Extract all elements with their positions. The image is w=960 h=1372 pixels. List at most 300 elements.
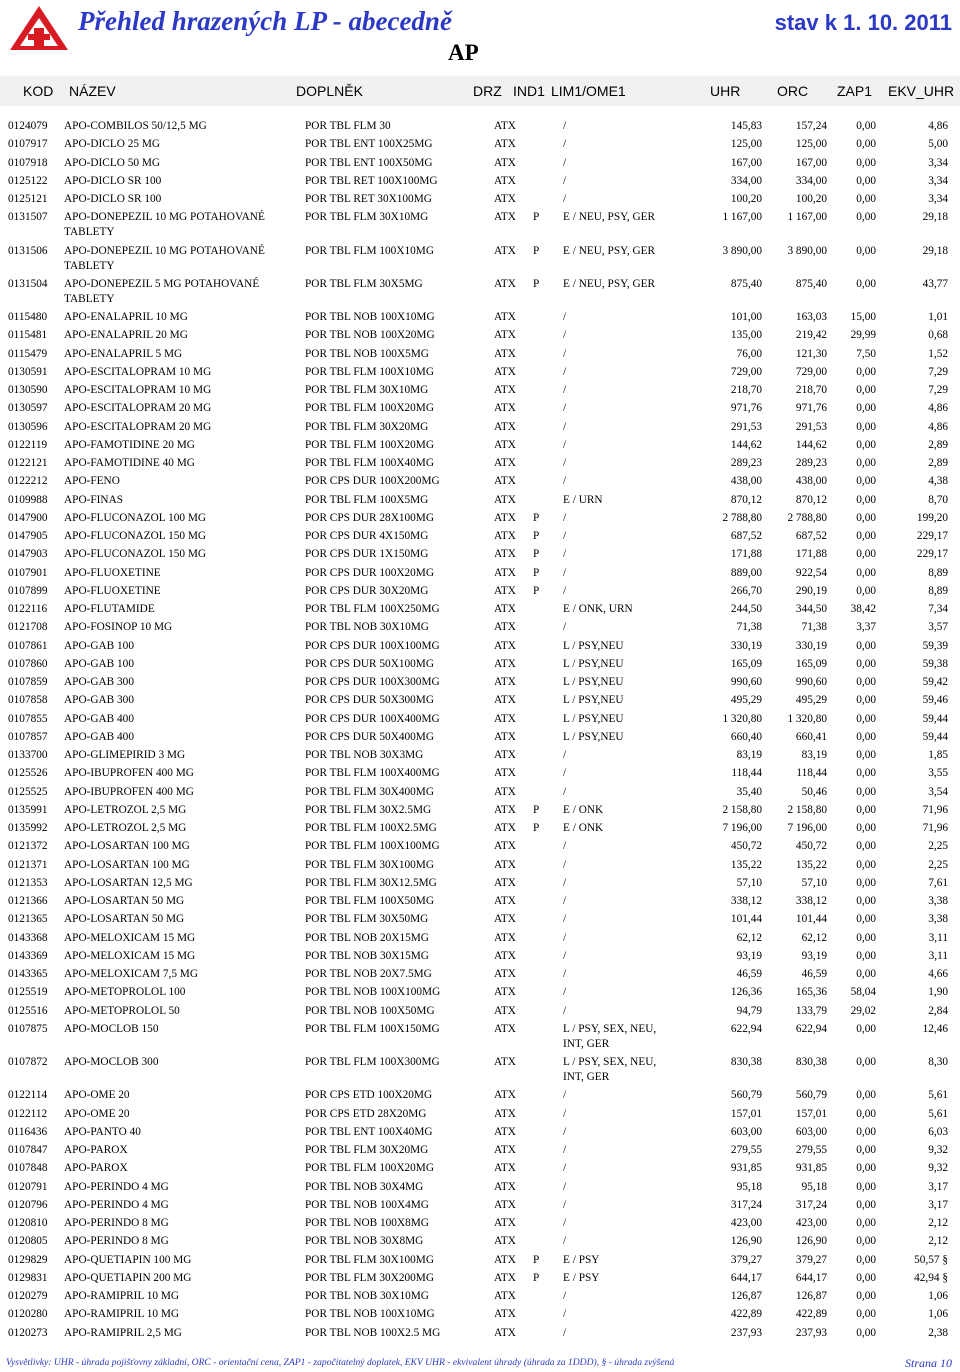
cell-lim1: / xyxy=(563,1089,567,1102)
cell-lim1: / xyxy=(563,174,567,187)
cell-nazev: APO-LOSARTAN 50 MG xyxy=(64,895,185,907)
table-row xyxy=(0,1287,960,1305)
cell-doplnek: POR CPS DUR 100X100MG xyxy=(305,639,440,652)
cell-uhr: 57,10 xyxy=(736,876,762,889)
cell-orc: 290,19 xyxy=(795,584,827,597)
cell-doplnek: POR CPS DUR 1X150MG xyxy=(305,548,429,561)
table-row xyxy=(0,190,960,208)
cell-uhr: 687,52 xyxy=(730,530,762,542)
cell-orc: 50,46 xyxy=(801,785,827,798)
cell-drz: ATX xyxy=(494,457,516,469)
cell-uhr: 145,83 xyxy=(730,120,762,132)
col-drz: DRZ xyxy=(473,83,502,99)
cell-doplnek: POR TBL NOB 100X10MG xyxy=(305,1308,435,1321)
cell-kod: 0120273 xyxy=(8,1326,48,1339)
cell-doplnek: POR CPS DUR 100X300MG xyxy=(305,676,440,688)
cell-nazev: APO-FENO xyxy=(64,475,120,488)
table-row xyxy=(0,154,960,172)
cell-zap1: 0,00 xyxy=(856,457,876,469)
cell-doplnek: POR CPS DUR 100X200MG xyxy=(305,475,440,488)
cell-kod: 0122119 xyxy=(8,438,48,451)
cell-uhr: 76,00 xyxy=(736,347,762,360)
table-row xyxy=(0,728,960,746)
cell-drz: ATX xyxy=(494,174,516,187)
cell-ekv-uhr: 8,30 xyxy=(928,1056,948,1068)
cell-ekv-uhr: 7,61 xyxy=(928,876,948,889)
cell-doplnek: POR TBL FLM 30X50MG xyxy=(305,913,429,926)
cell-zap1: 0,00 xyxy=(856,1326,876,1339)
cell-drz: ATX xyxy=(494,1290,516,1302)
cell-orc: 279,55 xyxy=(795,1144,827,1156)
cell-uhr: 279,55 xyxy=(730,1144,762,1156)
cell-orc: 125,00 xyxy=(795,138,827,151)
cell-zap1: 0,00 xyxy=(856,767,876,780)
cell-ind1: P xyxy=(533,277,540,290)
cell-lim1: / xyxy=(563,420,567,433)
cell-ekv-uhr: 8,89 xyxy=(928,584,948,597)
cell-lim1: / xyxy=(563,1326,567,1339)
table-row xyxy=(0,1196,960,1214)
cell-ekv-uhr: 4,86 xyxy=(928,402,948,415)
cell-drz: ATX xyxy=(494,530,516,542)
cell-uhr: 83,19 xyxy=(736,749,762,761)
table-row xyxy=(0,345,960,363)
cell-doplnek: POR CPS DUR 28X100MG xyxy=(305,511,435,524)
cell-uhr: 3 890,00 xyxy=(722,244,762,257)
cell-lim1: E / ONK xyxy=(563,822,604,834)
cell-doplnek: POR TBL FLM 100X100MG xyxy=(305,840,440,853)
cell-uhr: 7 196,00 xyxy=(722,822,762,834)
cell-doplnek: POR TBL FLM 30X10MG xyxy=(305,384,429,396)
cell-lim1: / xyxy=(563,548,567,561)
cell-drz: ATX xyxy=(494,1125,516,1138)
cell-uhr: 1 167,00 xyxy=(722,211,762,224)
cell-ekv-uhr: 12,46 xyxy=(922,1022,948,1035)
cell-ekv-uhr: 2,84 xyxy=(928,1004,948,1017)
cell-lim1: E / NEU, PSY, GER xyxy=(563,211,656,224)
cell-ind1: P xyxy=(533,511,540,524)
table-row xyxy=(0,1053,960,1086)
cell-uhr: 126,87 xyxy=(730,1290,762,1302)
cell-doplnek: POR TBL NOB 30X15MG xyxy=(305,949,429,962)
cell-ekv-uhr: 1,06 xyxy=(928,1290,948,1302)
cell-drz: ATX xyxy=(494,1326,516,1339)
cell-lim1: / xyxy=(563,1107,567,1120)
cell-doplnek: POR TBL NOB 20X7.5MG xyxy=(305,968,432,980)
cell-lim1: / xyxy=(563,949,567,962)
cell-lim1: L / PSY, SEX, NEU, INT, GER xyxy=(563,1056,657,1083)
cell-doplnek: POR TBL FLM 30X100MG xyxy=(305,858,434,871)
cell-zap1: 15,00 xyxy=(850,311,876,323)
cell-drz: ATX xyxy=(494,329,516,342)
cell-zap1: 0,00 xyxy=(856,1235,876,1248)
table-row xyxy=(0,1324,960,1342)
cell-ekv-uhr: 3,57 xyxy=(928,621,948,634)
cell-orc: 95,18 xyxy=(801,1180,827,1193)
cell-nazev: APO-LOSARTAN 100 MG xyxy=(64,858,190,871)
cell-uhr: 2 788,80 xyxy=(722,511,762,524)
cell-orc: 71,38 xyxy=(801,621,827,634)
table-row xyxy=(0,242,960,275)
cell-ind1: P xyxy=(533,530,540,542)
cell-ekv-uhr: 3,11 xyxy=(928,931,948,944)
cell-nazev: APO-FAMOTIDINE 20 MG xyxy=(64,438,195,451)
cell-kod: 0122116 xyxy=(8,603,48,615)
cell-drz: ATX xyxy=(494,840,516,853)
cell-ind1: P xyxy=(533,822,540,834)
cell-uhr: 931,85 xyxy=(730,1162,762,1175)
cell-kod: 0107847 xyxy=(8,1144,48,1156)
cell-orc: 1 320,80 xyxy=(787,712,827,725)
cell-kod: 0115481 xyxy=(8,329,48,342)
cell-uhr: 644,17 xyxy=(730,1271,762,1284)
cell-ekv-uhr: 3,17 xyxy=(928,1180,948,1193)
cell-doplnek: POR TBL FLM 30 xyxy=(305,120,391,132)
cell-lim1: / xyxy=(563,402,567,415)
cell-ekv-uhr: 3,11 xyxy=(928,949,948,962)
cell-uhr: 218,70 xyxy=(730,384,762,396)
cell-lim1: / xyxy=(563,858,567,871)
cell-drz: ATX xyxy=(494,1089,516,1102)
cell-nazev: APO-MOCLOB 300 xyxy=(64,1056,159,1068)
cell-lim1: / xyxy=(563,511,567,524)
cell-kod: 0121353 xyxy=(8,876,48,889)
cell-lim1: L / PSY, SEX, NEU, INT, GER xyxy=(563,1022,657,1050)
cell-lim1: / xyxy=(563,384,567,396)
cell-zap1: 0,00 xyxy=(856,1089,876,1102)
cell-zap1: 0,00 xyxy=(856,384,876,396)
table-row xyxy=(0,801,960,819)
table-row xyxy=(0,454,960,472)
cell-orc: 931,85 xyxy=(795,1162,827,1175)
cell-lim1: / xyxy=(563,1198,567,1211)
cell-drz: ATX xyxy=(494,277,516,290)
cell-zap1: 0,00 xyxy=(856,1308,876,1321)
table-row xyxy=(0,308,960,326)
cell-drz: ATX xyxy=(494,1253,516,1266)
table-row xyxy=(0,710,960,728)
cell-lim1: L / PSY,NEU xyxy=(563,712,624,725)
cell-kod: 0107917 xyxy=(8,138,48,151)
cell-orc: 100,20 xyxy=(795,193,827,205)
col-orc: ORC xyxy=(777,83,809,99)
cell-nazev: APO-MELOXICAM 15 MG xyxy=(64,949,196,962)
cell-doplnek: POR TBL FLM 100X150MG xyxy=(305,1022,440,1035)
cell-nazev: APO-RAMIPRIL 2,5 MG xyxy=(64,1326,182,1339)
cell-zap1: 0,00 xyxy=(856,277,876,290)
cell-ekv-uhr: 4,86 xyxy=(928,120,948,132)
cell-ekv-uhr: 71,96 xyxy=(922,803,948,816)
cell-orc: 875,40 xyxy=(795,277,827,290)
table-row xyxy=(0,983,960,1001)
cell-zap1: 0,00 xyxy=(856,244,876,257)
col-uhr: UHR xyxy=(710,83,741,99)
cell-kod: 0129829 xyxy=(8,1253,48,1266)
cell-orc: 165,09 xyxy=(795,657,827,670)
cell-zap1: 0,00 xyxy=(856,120,876,132)
cell-orc: 57,10 xyxy=(801,876,827,889)
table-row xyxy=(0,783,960,801)
cell-lim1: E / NEU, PSY, GER xyxy=(563,244,656,257)
table-row xyxy=(0,1178,960,1196)
cell-ekv-uhr: 2,25 xyxy=(928,858,948,871)
cell-kod: 0107860 xyxy=(8,657,48,670)
cell-kod: 0121371 xyxy=(8,858,48,871)
cell-zap1: 0,00 xyxy=(856,840,876,853)
cell-drz: ATX xyxy=(494,311,516,323)
cell-uhr: 622,94 xyxy=(730,1022,762,1035)
table-row xyxy=(0,1020,960,1053)
cell-zap1: 0,00 xyxy=(856,475,876,488)
cell-lim1: / xyxy=(563,1144,567,1156)
cell-uhr: 125,00 xyxy=(730,138,762,151)
table-row xyxy=(0,1251,960,1269)
cell-ekv-uhr: 3,55 xyxy=(928,767,948,780)
cell-doplnek: POR TBL NOB 30X3MG xyxy=(305,749,424,761)
cell-ekv-uhr: 6,03 xyxy=(928,1125,948,1138)
cell-kod: 0115480 xyxy=(8,311,48,323)
cell-zap1: 58,04 xyxy=(850,986,876,999)
cell-nazev: APO-FLUCONAZOL 100 MG xyxy=(64,511,207,524)
cell-lim1: / xyxy=(563,584,567,597)
cell-kod: 0107858 xyxy=(8,694,48,707)
cell-ekv-uhr: 1,01 xyxy=(928,311,948,323)
cell-ekv-uhr: 8,89 xyxy=(928,566,948,579)
cell-lim1: E / URN xyxy=(563,493,603,506)
cell-orc: 495,29 xyxy=(795,694,827,707)
cell-uhr: 334,00 xyxy=(730,174,762,187)
cell-uhr: 870,12 xyxy=(730,493,762,506)
cell-drz: ATX xyxy=(494,584,516,597)
table-row xyxy=(0,564,960,582)
cell-nazev: APO-FINAS xyxy=(64,493,124,506)
cell-nazev: APO-LETROZOL 2,5 MG xyxy=(64,803,187,816)
cell-kod: 0130590 xyxy=(8,384,48,396)
cell-orc: 2 158,80 xyxy=(787,803,827,816)
cell-nazev: APO-MELOXICAM 15 MG xyxy=(64,931,196,944)
cell-zap1: 0,00 xyxy=(856,913,876,926)
cell-ekv-uhr: 1,90 xyxy=(928,986,948,999)
cell-uhr: 889,00 xyxy=(730,566,762,579)
cell-lim1: / xyxy=(563,840,567,853)
cell-nazev: APO-ENALAPRIL 10 MG xyxy=(64,311,188,323)
cell-doplnek: POR TBL FLM 30X10MG xyxy=(305,211,429,224)
cell-doplnek: POR TBL FLM 30X20MG xyxy=(305,1144,429,1156)
cell-ekv-uhr: 9,32 xyxy=(928,1162,948,1175)
cell-nazev: APO-ENALAPRIL 20 MG xyxy=(64,329,188,342)
cell-drz: ATX xyxy=(494,1004,516,1017)
cell-uhr: 244,50 xyxy=(730,603,762,615)
cell-drz: ATX xyxy=(494,548,516,561)
cell-kod: 0130597 xyxy=(8,402,48,415)
col-kod: KOD xyxy=(23,83,54,99)
cell-orc: 93,19 xyxy=(801,949,827,962)
cell-nazev: APO-ESCITALOPRAM 10 MG xyxy=(64,384,212,396)
cell-uhr: 101,00 xyxy=(730,311,762,323)
cell-orc: 334,00 xyxy=(795,174,827,187)
cell-orc: 870,12 xyxy=(795,493,827,506)
cell-orc: 2 788,80 xyxy=(787,511,827,524)
cell-drz: ATX xyxy=(494,621,516,634)
table-row xyxy=(0,892,960,910)
cell-nazev: APO-DICLO 50 MG xyxy=(64,156,161,169)
cell-kod: 0125516 xyxy=(8,1004,48,1017)
cell-lim1: / xyxy=(563,785,567,798)
cell-ekv-uhr: 50,57 § xyxy=(914,1253,948,1266)
table-row xyxy=(0,764,960,782)
cell-doplnek: POR TBL NOB 100X4MG xyxy=(305,1198,429,1211)
cell-doplnek: POR CPS ETD 100X20MG xyxy=(305,1089,433,1102)
cell-uhr: 317,24 xyxy=(730,1198,762,1211)
cell-ind1: P xyxy=(533,1271,540,1284)
cell-zap1: 0,00 xyxy=(856,639,876,652)
cell-drz: ATX xyxy=(494,138,516,151)
drug-table xyxy=(0,117,960,1342)
cell-nazev: APO-GAB 400 xyxy=(64,730,134,743)
cell-nazev: APO-DONEPEZIL 10 MG POTAHOVANÉ TABLETY xyxy=(64,244,265,272)
cell-lim1: / xyxy=(563,530,567,542)
cell-doplnek: POR TBL FLM 100X2.5MG xyxy=(305,822,437,834)
cell-lim1: / xyxy=(563,475,567,488)
cell-doplnek: POR TBL RET 30X100MG xyxy=(305,193,432,205)
table-row xyxy=(0,1214,960,1232)
cell-drz: ATX xyxy=(494,639,516,652)
cell-drz: ATX xyxy=(494,1180,516,1193)
cell-lim1: / xyxy=(563,311,567,323)
cell-doplnek: POR TBL RET 100X100MG xyxy=(305,174,438,187)
cell-lim1: / xyxy=(563,749,567,761)
table-row xyxy=(0,1002,960,1020)
cell-orc: 922,54 xyxy=(795,566,827,579)
cell-zap1: 0,00 xyxy=(856,1162,876,1175)
cell-lim1: L / PSY,NEU xyxy=(563,694,624,707)
cell-nazev: APO-DICLO SR 100 xyxy=(64,193,162,205)
cell-ekv-uhr: 199,20 xyxy=(916,511,948,524)
cell-lim1: L / PSY,NEU xyxy=(563,639,624,652)
cell-orc: 101,44 xyxy=(795,913,827,926)
cell-kod: 0120805 xyxy=(8,1235,48,1248)
cell-drz: ATX xyxy=(494,949,516,962)
cell-uhr: 291,53 xyxy=(730,420,762,433)
cell-uhr: 94,79 xyxy=(736,1004,762,1017)
footer xyxy=(0,1355,960,1372)
cell-ekv-uhr: 59,44 xyxy=(922,730,948,743)
cell-uhr: 237,93 xyxy=(730,1326,762,1339)
cell-orc: 135,22 xyxy=(795,858,827,871)
cell-kod: 0122112 xyxy=(8,1107,48,1120)
cell-uhr: 603,00 xyxy=(730,1125,762,1138)
cell-orc: 830,38 xyxy=(795,1056,827,1068)
table-row xyxy=(0,874,960,892)
table-row xyxy=(0,1269,960,1287)
cell-uhr: 660,40 xyxy=(730,730,762,743)
cell-zap1: 0,00 xyxy=(856,402,876,415)
cell-kod: 0122114 xyxy=(8,1089,48,1102)
cell-kod: 0147900 xyxy=(8,511,48,524)
cell-drz: ATX xyxy=(494,511,516,524)
cell-lim1: / xyxy=(563,438,567,451)
cell-kod: 0122121 xyxy=(8,457,48,469)
cell-lim1: / xyxy=(563,1125,567,1138)
cell-drz: ATX xyxy=(494,1271,516,1284)
table-row xyxy=(0,208,960,241)
cell-zap1: 0,00 xyxy=(856,712,876,725)
cell-drz: ATX xyxy=(494,603,516,615)
cell-uhr: 289,23 xyxy=(730,457,762,469)
cell-lim1: / xyxy=(563,156,567,169)
cell-uhr: 167,00 xyxy=(730,156,762,169)
cell-lim1: / xyxy=(563,566,567,579)
table-row xyxy=(0,1105,960,1123)
cell-uhr: 118,44 xyxy=(731,767,762,780)
cell-drz: ATX xyxy=(494,1235,516,1248)
cell-uhr: 165,09 xyxy=(730,657,762,670)
cell-uhr: 95,18 xyxy=(736,1180,762,1193)
cell-ekv-uhr: 5,00 xyxy=(928,138,948,151)
cell-kod: 0120279 xyxy=(8,1290,48,1302)
cell-drz: ATX xyxy=(494,895,516,907)
cell-lim1: / xyxy=(563,931,567,944)
cell-zap1: 0,00 xyxy=(856,968,876,980)
cell-drz: ATX xyxy=(494,211,516,224)
cell-orc: 121,30 xyxy=(795,347,827,360)
cell-lim1: / xyxy=(563,895,567,907)
cell-lim1: / xyxy=(563,365,567,378)
cell-doplnek: POR TBL FLM 100X20MG xyxy=(305,402,434,415)
cell-uhr: 135,00 xyxy=(730,329,762,342)
table-row xyxy=(0,381,960,399)
cell-ekv-uhr: 59,44 xyxy=(922,712,948,725)
cell-zap1: 0,00 xyxy=(856,785,876,798)
col-doplnek: DOPLNĚK xyxy=(296,83,363,99)
vzp-logo xyxy=(8,4,70,52)
table-row xyxy=(0,363,960,381)
cell-uhr: 135,22 xyxy=(730,858,762,871)
cell-doplnek: POR CPS DUR 30X20MG xyxy=(305,584,429,597)
table-row xyxy=(0,673,960,691)
table-row xyxy=(0,418,960,436)
col-ekv-uhr: EKV_UHR xyxy=(888,83,955,99)
cell-zap1: 0,00 xyxy=(856,584,876,597)
cell-ekv-uhr: 3,54 xyxy=(928,785,948,798)
cell-uhr: 338,12 xyxy=(730,895,762,907)
cell-ekv-uhr: 42,94 § xyxy=(914,1271,948,1284)
cell-doplnek: POR CPS DUR 50X400MG xyxy=(305,730,435,743)
cell-nazev: APO-OME 20 xyxy=(64,1107,130,1120)
cell-nazev: APO-LOSARTAN 50 MG xyxy=(64,913,185,926)
cell-orc: 237,93 xyxy=(795,1326,827,1339)
cell-kod: 0129831 xyxy=(8,1271,48,1284)
cell-doplnek: POR CPS DUR 100X20MG xyxy=(305,566,435,579)
cell-doplnek: POR TBL FLM 100X300MG xyxy=(305,1056,440,1068)
cell-lim1: / xyxy=(563,876,567,889)
cell-orc: 438,00 xyxy=(795,475,827,488)
cell-uhr: 2 158,80 xyxy=(722,803,762,816)
cell-uhr: 438,00 xyxy=(730,475,762,488)
cell-zap1: 0,00 xyxy=(856,949,876,962)
cell-zap1: 0,00 xyxy=(856,1056,876,1068)
cell-drz: ATX xyxy=(494,694,516,707)
cell-lim1: / xyxy=(563,193,567,205)
cell-zap1: 7,50 xyxy=(856,347,876,360)
cell-ekv-uhr: 29,18 xyxy=(922,244,948,257)
cell-uhr: 101,44 xyxy=(730,913,762,926)
cell-zap1: 0,00 xyxy=(856,876,876,889)
table-row xyxy=(0,600,960,618)
cell-doplnek: POR CPS DUR 100X400MG xyxy=(305,712,440,725)
cell-orc: 317,24 xyxy=(795,1198,827,1211)
cell-nazev: APO-FLUCONAZOL 150 MG xyxy=(64,530,207,542)
